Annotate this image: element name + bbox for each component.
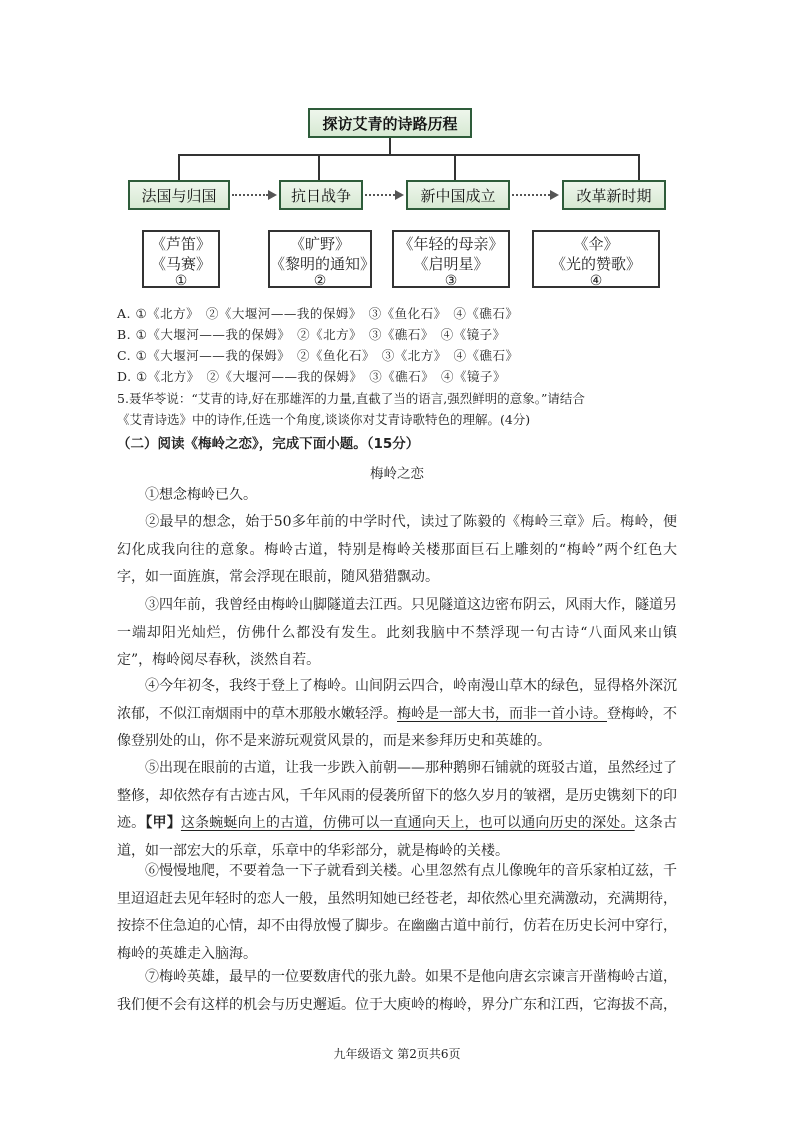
- work-line: 《光的赞歌》: [550, 255, 641, 273]
- stage-label: 抗日战争: [290, 186, 351, 205]
- works-box-4: [532, 230, 660, 288]
- stage-box-1: [128, 180, 230, 210]
- paragraph-text: ②最早的想念，始于50多年前的中学时代，读过了陈毅的《梅岭三章》后。梅岭，便幻化成我向往的意象。梅岭古道，特别是梅岭关楼那面巨石上雕刻的“梅岭”两个红色大字，如一面旌旗，常会浮现在眼前，随风猎猎飘动。: [117, 514, 677, 585]
- diagram-root-label: 探访艾青的诗路历程: [322, 114, 458, 133]
- connector-stage3: [454, 154, 456, 180]
- question-5-line-2: 《艾青诗选》中的诗作,任选一个角度,谈谈你对艾青诗歌特色的理解。(4分): [117, 412, 531, 427]
- paragraph-2: [117, 509, 677, 592]
- work-line: 《芦笛》: [150, 235, 211, 253]
- paragraph-3: [117, 592, 677, 675]
- connector-stage1: [178, 154, 180, 180]
- works-box-3: [392, 230, 510, 288]
- diagram-root-box: [308, 108, 472, 138]
- option-c: C. ①《大堰河——我的保姆》 ②《鱼化石》 ③《北方》 ④《礁石》: [117, 348, 519, 363]
- paragraph-text: 这条古道，如一部宏大的乐章，乐章中的华彩部分，就是梅岭的关楼。: [117, 815, 678, 859]
- paragraph-text: ⑥慢慢地爬，不要着急一下子就看到关楼。心里忽然有点儿像晚年的音乐家柏辽兹，千里迢迢赶去见年轻时的恋人一般，虽然明知她已经苍老，却依然心里充满激动，充满期待，按捺不住急迫的心情，却不由得放慢了脚步。在幽幽古道中前行，仿若在历史长河中穿行，梅岭的英雄走入脑海。: [117, 863, 677, 962]
- paragraph-text: 登梅岭，不像登别处的山，你不是来游玩观赏风景的，而是来参拜历史和英雄的。: [117, 705, 677, 749]
- arrow-head-icon: [550, 190, 559, 200]
- stage-label: 改革新时期: [576, 186, 652, 205]
- paragraph-text: ①想念梅岭已久。: [145, 487, 257, 503]
- paragraph-text: ⑦梅岭英雄，最早的一位要数唐代的张九龄。如果不是他向唐玄宗谏言开凿梅岭古道，我们便不会有这样的机会与历史邂逅。位于大庾岭的梅岭，界分广东和江西，它海拔不高，: [117, 969, 677, 1013]
- work-line: 《年轻的母亲》: [398, 235, 504, 253]
- stage-box-4: [562, 180, 666, 210]
- dotted-arrow-line-3: [512, 194, 550, 196]
- arrow-head-icon: [268, 190, 277, 200]
- work-line: 《启明星》: [413, 255, 489, 273]
- paragraph-text: ③四年前，我曾经由梅岭山脚隧道去江西。只见隧道这边密布阴云，风雨大作，隧道另一端却阳光灿烂，仿佛什么都没有发生。此刻我脑中不禁浮现一句古诗“八面风来山镇定”，梅岭阅尽春秋，淡然自若。: [117, 597, 677, 668]
- stage-label: 法国与归国: [141, 186, 217, 205]
- arrow-head-icon: [395, 190, 404, 200]
- work-number: ②: [313, 273, 327, 289]
- connector-stage4: [638, 154, 640, 180]
- page-footer: 九年级语文 第2页共6页: [333, 1047, 461, 1061]
- connector-horizontal: [178, 154, 640, 156]
- work-line: 《马赛》: [150, 255, 211, 273]
- paragraph-6: [117, 858, 677, 968]
- stage-label: 新中国成立: [420, 186, 496, 205]
- connector-stage2: [318, 154, 320, 180]
- work-number: ③: [444, 273, 458, 289]
- work-line: 《旷野》: [289, 235, 350, 253]
- paragraph-4: [117, 673, 677, 756]
- work-number: ①: [174, 273, 188, 289]
- paragraph-text: ④今年初冬，我终于登上了梅岭。山间阴云四合，岭南漫山草木的绿色，显得格外深沉浓郁，不似江南烟雨中的草木那般水嫩轻浮。: [117, 678, 677, 722]
- underlined-sentence: 梅岭是一部大书，而非一首小诗。: [397, 705, 607, 722]
- paragraph-7: [117, 964, 677, 1019]
- marker-jia: 【甲】: [145, 815, 181, 831]
- article-title: 梅岭之恋: [370, 466, 424, 482]
- paragraph-5: [117, 755, 677, 865]
- underlined-sentence: 这条蜿蜒向上的古道，仿佛可以一直通向天上，也可以通向历史的深处。: [180, 815, 635, 831]
- question-5-line-1: 5.聂华苓说：“艾青的诗,好在那雄浑的力量,直截了当的语言,强烈鲜明的意象。”请结合: [117, 391, 585, 406]
- stage-box-3: [406, 180, 510, 210]
- works-box-2: [268, 230, 376, 289]
- option-d: D. ①《北方》 ②《大堰河——我的保姆》 ③《礁石》 ④《镜子》: [117, 369, 506, 384]
- option-a: A. ①《北方》 ②《大堰河——我的保姆》 ③《鱼化石》 ④《礁石》: [117, 306, 519, 321]
- paragraph-1: [117, 482, 677, 510]
- paragraph-text: ⑤出现在眼前的古道，让我一步跌入前朝——那种鹅卵石铺就的斑驳古道，虽然经过了整修，却依然存有古迹古风，千年风雨的侵袭所留下的悠久岁月的皱褶，是历史镌刻下的印迹。: [117, 760, 677, 831]
- connector-root-down: [389, 138, 391, 154]
- dotted-arrow-line-1: [232, 194, 268, 196]
- work-number: ④: [589, 273, 603, 289]
- work-line: 《黎明的通知》: [270, 255, 376, 273]
- option-b: B. ①《大堰河——我的保姆》 ②《北方》 ③《礁石》 ④《镜子》: [117, 327, 506, 342]
- work-line: 《伞》: [573, 235, 619, 253]
- dotted-arrow-line-2: [365, 194, 395, 196]
- works-box-1: [142, 230, 220, 288]
- section-heading: （二）阅读《梅岭之恋》，完成下面小题。（15分）: [117, 436, 420, 452]
- stage-box-2: [279, 180, 363, 210]
